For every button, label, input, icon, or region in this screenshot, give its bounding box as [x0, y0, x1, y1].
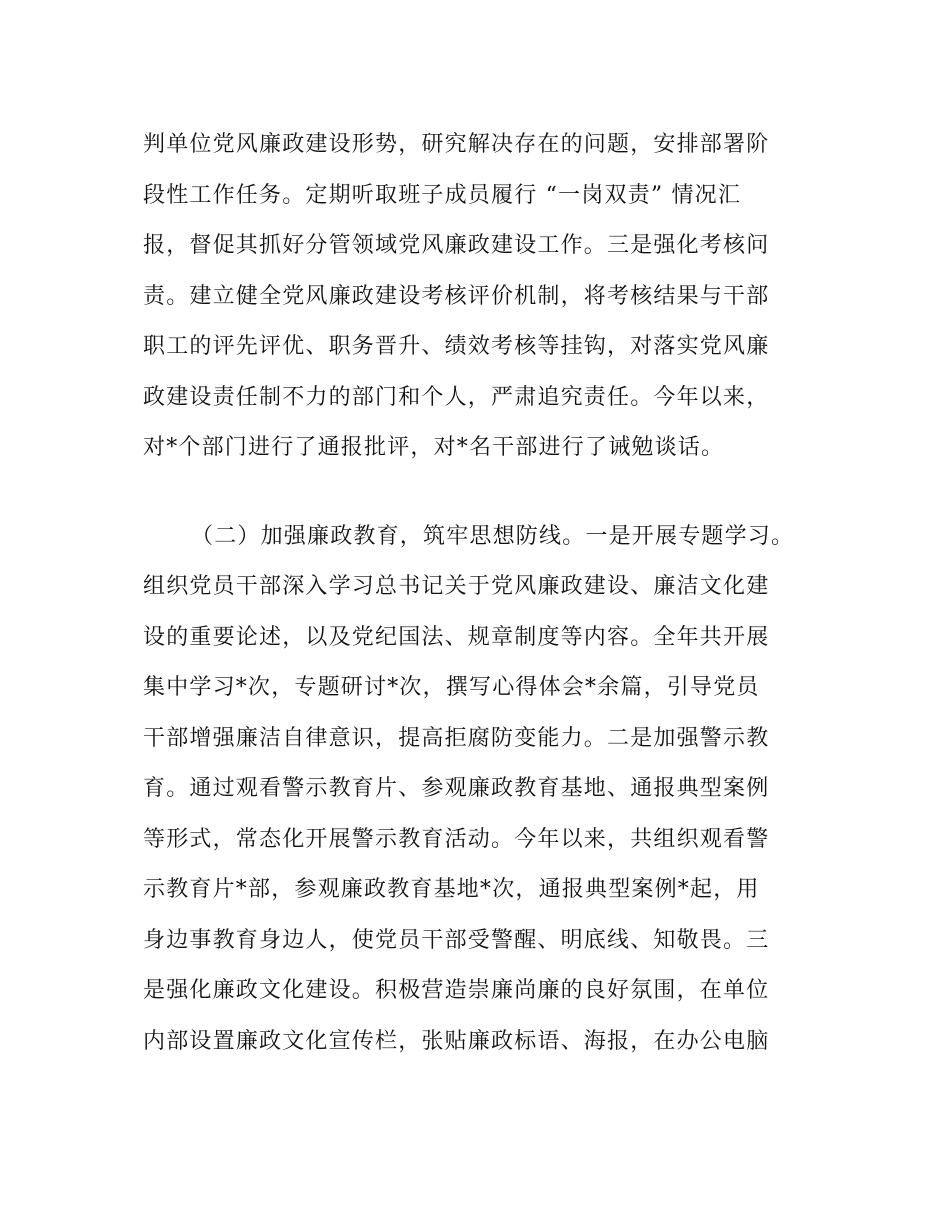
- text-line: 等形式，常态化开展警示教育活动。今年以来，共组织观看警: [143, 826, 770, 852]
- text-line: 段性工作任务。定期听取班子成员履行 “一岗双责” 情况汇: [143, 182, 742, 208]
- text-line: 内部设置廉政文化宣传栏，张贴廉政标语、海报，在办公电脑: [143, 1028, 770, 1054]
- text-line: 职工的评先评优、职务晋升、绩效考核等挂钩，对落实党风廉: [143, 334, 770, 359]
- text-line: 设的重要论述，以及党纪国法、规章制度等内容。全年共开展: [143, 624, 770, 650]
- text-line: 报，督促其抓好分管领域党风廉政建设工作。三是强化考核问: [143, 233, 770, 258]
- paragraph-2: [143, 512, 833, 1068]
- text-line: 是强化廉政文化建设。积极营造崇廉尚廉的良好氛围，在单位: [143, 978, 770, 1003]
- text-line: 干部增强廉洁自律意识，提高拒腐防变能力。二是加强警示教: [143, 725, 770, 751]
- text-line: 判单位党风廉政建设形势，研究解决存在的问题，安排部署阶: [143, 132, 770, 157]
- paragraph-spacer: [143, 474, 833, 512]
- paragraph-1: [143, 120, 833, 474]
- text-line: 政建设责任制不力的部门和个人，严肃追究责任。今年以来，: [143, 384, 770, 410]
- text-line: 集中学习*次，专题研讨*次，撰写心得体会*余篇，引导党员: [143, 675, 760, 700]
- text-line: 对*个部门进行了通报批评，对*名干部进行了诫勉谈话。: [143, 435, 725, 460]
- document-body: [143, 120, 833, 1067]
- section-heading-line: （二）加强廉政教育，筑牢思想防线。一是开展专题学习。: [191, 523, 795, 549]
- text-line: 育。通过观看警示教育片、参观廉政教育基地、通报典型案例: [143, 776, 770, 801]
- text-line: 责。建立健全党风廉政建设考核评价机制，将考核结果与干部: [143, 283, 770, 309]
- text-line: 示教育片*部，参观廉政教育基地*次，通报典型案例*起，用: [143, 877, 760, 902]
- text-line: 身边事教育身边人，使党员干部受警醒、明底线、知敬畏。三: [143, 927, 770, 953]
- text-line: 组织党员干部深入学习总书记关于党风廉政建设、廉洁文化建: [143, 574, 770, 599]
